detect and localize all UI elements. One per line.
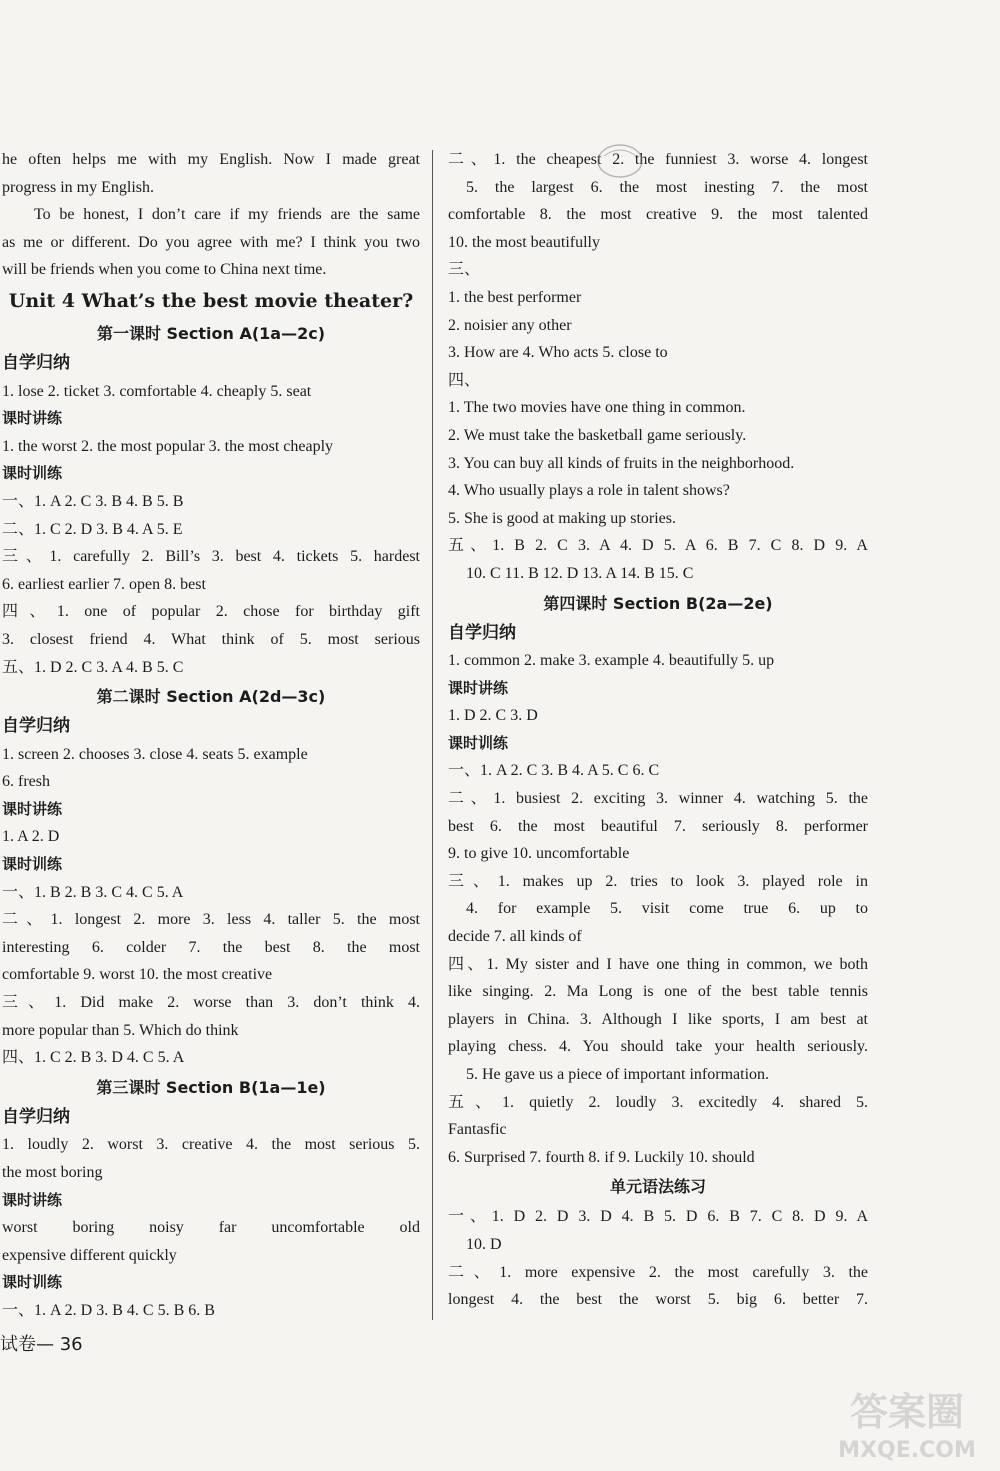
answer-line: 1. the worst 2. the most popular 3. the most cheaply xyxy=(2,437,334,455)
answer-line: more popular than 5. Which do think xyxy=(2,1021,239,1039)
answer-line: 5. She is good at making up stories. xyxy=(448,509,676,527)
answer-line: 3. closest friend 4. What think of 5. most serious xyxy=(2,630,420,648)
answer-line: 1. lose 2. ticket 3. comfortable 4. cheaply 5. seat xyxy=(2,382,312,400)
answer-line: playing chess. 4. You should take your health seriously. xyxy=(448,1038,868,1056)
answer-line: expensive different quickly xyxy=(2,1246,177,1264)
answer-line: 10. D xyxy=(466,1235,502,1253)
answer-line: worst boring noisy far uncomfortable old xyxy=(2,1219,420,1237)
right-column xyxy=(448,146,868,1314)
answer-line: 2. We must take the basketball game seriously. xyxy=(448,426,747,444)
subsection-label: 课时训练 xyxy=(2,1273,63,1292)
answer-line: Fantasfic xyxy=(448,1121,507,1139)
answer-line: 5. the largest 6. the most inesting 7. the most xyxy=(466,178,868,196)
answer-line: 一、1. B 2. B 3. C 4. C 5. A xyxy=(2,883,184,901)
answer-line: progress in my English. xyxy=(2,178,154,196)
section-heading: 单元语法练习 xyxy=(609,1177,706,1197)
answer-line: 五、1. D 2. C 3. A 4. B 5. C xyxy=(2,658,184,676)
answer-line: 1. common 2. make 3. example 4. beautifully 5. up xyxy=(448,652,775,670)
answer-line: 四、1. My sister and I have one thing in common, we both xyxy=(448,955,868,973)
subsection-label: 自学归纳 xyxy=(2,352,70,373)
subsection-label: 课时讲练 xyxy=(448,678,509,697)
answer-line: 5. He gave us a piece of important information. xyxy=(466,1066,770,1083)
answer-line: 6. fresh xyxy=(2,773,50,791)
answer-line: 二、1. longest 2. more 3. less 4. taller 5. the most xyxy=(2,911,420,929)
subsection-label: 课时讲练 xyxy=(2,799,63,818)
answer-line: he often helps me with my English. Now I made great xyxy=(2,151,420,168)
subsection-label: 课时训练 xyxy=(448,733,509,752)
section-heading: 第二课时 Section A(2d—3c) xyxy=(96,687,326,707)
answer-line: 三、 xyxy=(448,261,481,279)
answer-line: 3. How are 4. Who acts 5. close to xyxy=(448,344,668,362)
answer-line: 一、1. D 2. D 3. D 4. B 5. D 6. B 7. C 8. D 9. A xyxy=(448,1208,868,1226)
answer-line: 四、1. one of popular 2. chose for birthday gift xyxy=(2,603,420,621)
answer-line: 二、1. more expensive 2. the most carefully 3. the xyxy=(448,1263,868,1281)
subsection-label: 课时训练 xyxy=(2,855,63,874)
answer-line: like singing. 2. Ma Long is one of the best table tennis xyxy=(448,983,868,1001)
unit-title: Unit 4 What’s the best movie theater? xyxy=(8,289,414,312)
answer-line: 一、1. A 2. D 3. B 4. C 5. B 6. B xyxy=(2,1301,215,1319)
subsection-label: 课时训练 xyxy=(2,464,63,483)
answer-line: 9. to give 10. uncomfortable xyxy=(448,845,630,863)
answer-line: 四、 xyxy=(448,371,481,389)
section-heading: 第三课时 Section B(1a—1e) xyxy=(96,1077,326,1097)
answer-line: 四、1. C 2. B 3. D 4. C 5. A xyxy=(2,1049,185,1067)
answer-line: 1. A 2. D xyxy=(2,828,60,846)
answer-line: comfortable 8. the most creative 9. the most talented xyxy=(448,206,868,224)
answer-line: decide 7. all kinds of xyxy=(448,928,582,946)
answer-line: 三、1. carefully 2. Bill’s 3. best 4. tickets 5. hardest xyxy=(2,548,420,566)
answer-line: 一、1. A 2. C 3. B 4. B 5. B xyxy=(2,492,184,510)
answer-line: interesting 6. colder 7. the best 8. the most xyxy=(2,938,420,956)
answer-line: 三、1. Did make 2. worse than 3. don’t think 4. xyxy=(2,994,420,1012)
answer-line: comfortable 9. worst 10. the most creative xyxy=(2,966,273,984)
answer-line: as me or different. Do you agree with me? I think you two xyxy=(2,233,420,251)
answer-line: 4. Who usually plays a role in talent shows? xyxy=(448,482,730,500)
subsection-label: 课时讲练 xyxy=(2,1190,63,1209)
page-number: 试卷— 36 xyxy=(0,1334,83,1355)
answer-line: 1. The two movies have one thing in common. xyxy=(448,399,746,417)
answer-line: 6. Surprised 7. fourth 8. if 9. Luckily 10. should xyxy=(448,1148,755,1166)
answer-line: best 6. the most beautiful 7. seriously 8. performer xyxy=(448,817,868,835)
answer-line: 3. You can buy all kinds of fruits in the neighborhood. xyxy=(448,454,795,472)
answer-line: will be friends when you come to China next time. xyxy=(2,261,327,279)
answer-line: 二、1. busiest 2. exciting 3. winner 4. watching 5. the xyxy=(448,790,868,808)
answer-line: 6. earliest earlier 7. open 8. best xyxy=(2,575,206,593)
answer-line: 一、1. A 2. C 3. B 4. A 5. C 6. C xyxy=(448,762,660,780)
column-divider xyxy=(432,150,433,1320)
answer-line: 三、1. makes up 2. tries to look 3. played role in xyxy=(448,872,868,890)
answer-line: players in China. 3. Although I like sports, I am best at xyxy=(448,1010,868,1028)
answer-line: 2. noisier any other xyxy=(448,316,572,334)
paragraph-line: To be honest, I don’t care if my friends are the same xyxy=(34,206,420,224)
svg-text:MXQE.COM: MXQE.COM xyxy=(838,1438,976,1463)
answer-line: 五、1. B 2. C 3. A 4. D 5. A 6. B 7. C 8. D 9. A xyxy=(448,537,868,555)
svg-text:答案圈: 答案圈 xyxy=(849,1390,965,1434)
left-column xyxy=(2,146,420,1325)
answer-line: 10. the most beautifully xyxy=(448,233,600,251)
subsection-label: 自学归纳 xyxy=(448,622,516,643)
answer-line: 五、1. quietly 2. loudly 3. excitedly 4. shared 5. xyxy=(448,1093,868,1111)
section-heading: 第四课时 Section B(2a—2e) xyxy=(543,593,773,613)
answer-line: the most boring xyxy=(2,1164,103,1181)
answer-line: longest 4. the best the worst 5. big 6. better 7. xyxy=(448,1291,868,1309)
watermark-logo xyxy=(822,1377,992,1467)
answer-line: 1. loudly 2. worst 3. creative 4. the most serious 5. xyxy=(2,1136,420,1154)
answer-line: 1. D 2. C 3. D xyxy=(448,707,538,725)
answer-line: 二、1. C 2. D 3. B 4. A 5. E xyxy=(2,520,183,538)
answer-line: 10. C 11. B 12. D 13. A 14. B 15. C xyxy=(466,564,694,582)
answer-line: 4. for example 5. visit come true 6. up to xyxy=(466,900,868,918)
stamp-mark xyxy=(590,136,650,186)
section-heading: 第一课时 Section A(1a—2c) xyxy=(96,323,326,343)
answer-line: 1. screen 2. chooses 3. close 4. seats 5. example xyxy=(2,745,308,763)
answer-line: 1. the best performer xyxy=(448,288,582,306)
subsection-label: 课时讲练 xyxy=(2,409,63,428)
answer-line: 二、1. the cheapest 2. the funniest 3. worse 4. longest xyxy=(448,151,868,168)
subsection-label: 自学归纳 xyxy=(2,716,70,737)
subsection-label: 自学归纳 xyxy=(2,1106,70,1127)
